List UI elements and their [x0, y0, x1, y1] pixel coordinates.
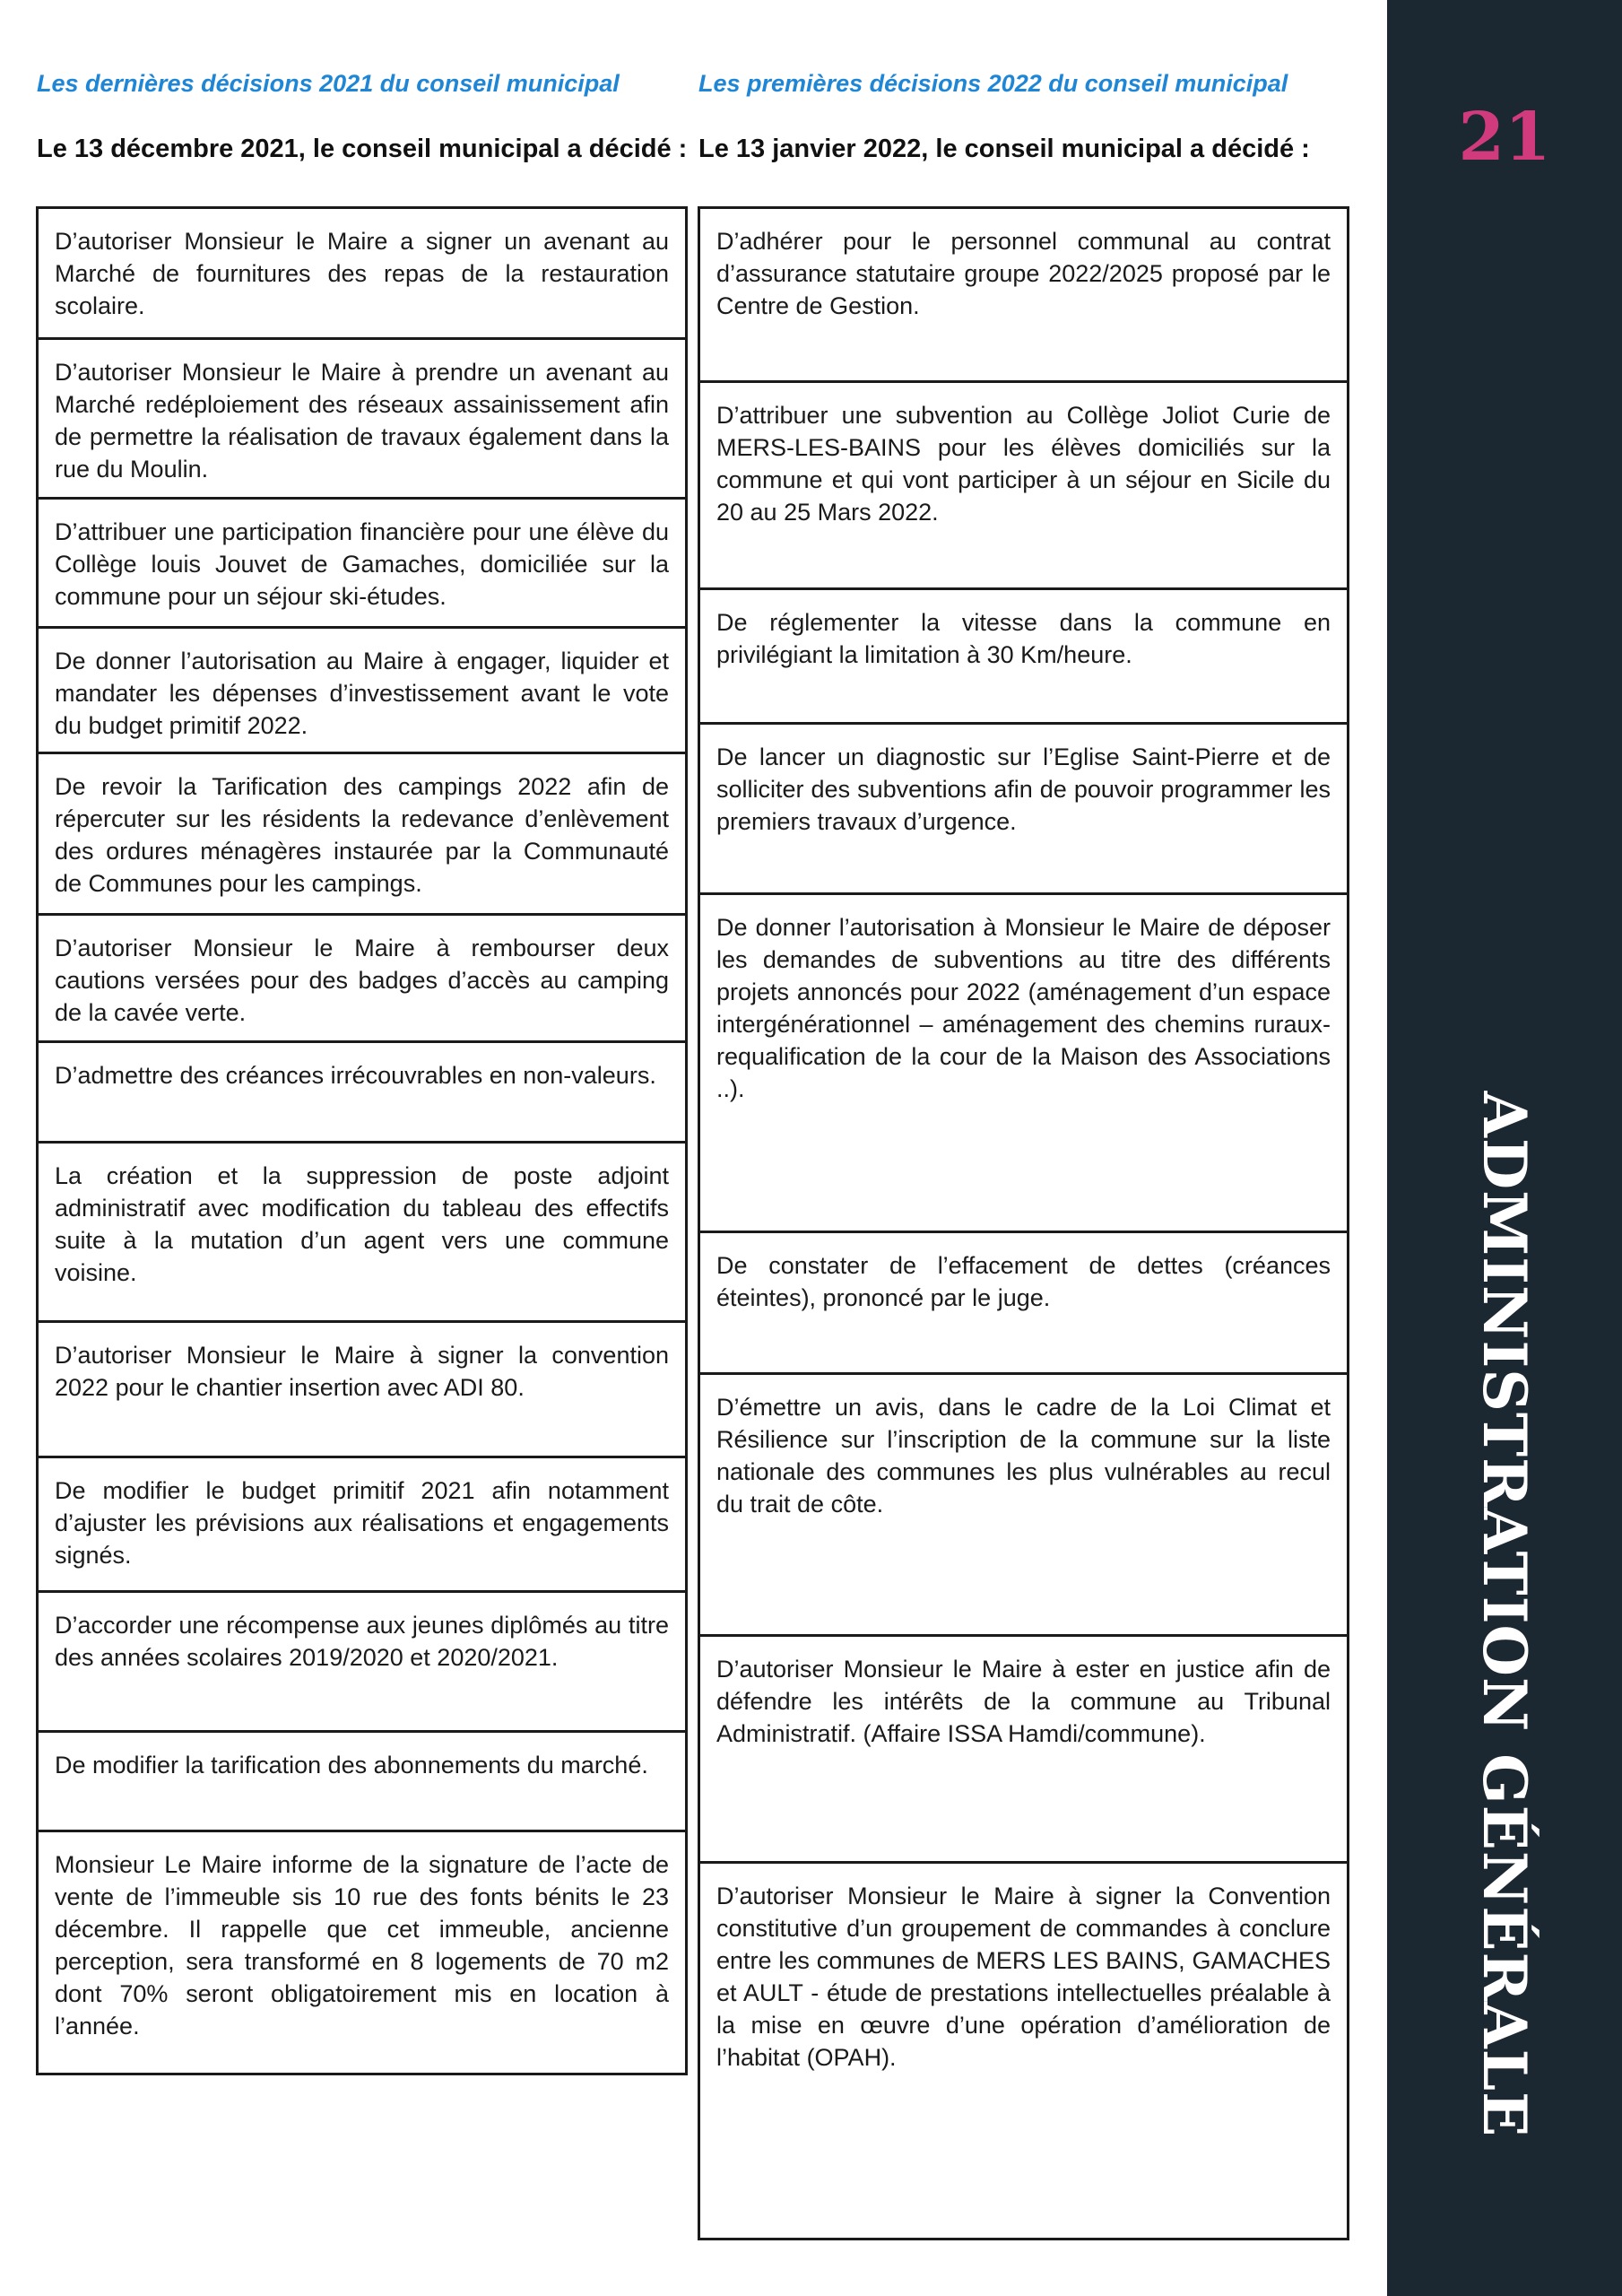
decision-item: D’émettre un avis, dans le cadre de la Loi Climat et Résilience sur l’inscription de la commune sur la liste nationale des communes les plus vulnérables au recul du trait de côte.: [700, 1372, 1347, 1634]
decision-item: D’autoriser Monsieur le Maire à signer la convention 2022 pour le chantier insertion avec ADI 80.: [39, 1320, 685, 1456]
decision-item: D’adhérer pour le personnel communal au contrat d’assurance statutaire groupe 2022/2025 proposé par le Centre de Gestion.: [716, 228, 1331, 319]
decision-item: De donner l’autorisation au Maire à engager, liquider et mandater les dépenses d’investissement avant le vote du budget primitif 2022.: [39, 626, 685, 752]
decision-item: De constater de l’effacement de dettes (créances éteintes), prononcé par le juge.: [700, 1231, 1347, 1372]
decision-item: De modifier la tarification des abonnements du marché.: [39, 1730, 685, 1830]
page-number: 21: [1458, 99, 1551, 176]
left-decisions-box: [36, 206, 688, 2075]
decision-item: D’attribuer une subvention au Collège Joliot Curie de MERS-LES-BAINS pour les élèves domiciliés sur la commune et qui vont participer à un séjour en Sicile du 20 au 25 Mars 2022.: [700, 380, 1347, 587]
decision-item: D’autoriser Monsieur le Maire à ester en justice afin de défendre les intérêts de la commune au Tribunal Administratif. (Affaire ISSA Hamdi/commune).: [700, 1634, 1347, 1861]
right-column-subtitle: Le 13 janvier 2022, le conseil municipal a décidé :: [698, 135, 1310, 163]
decision-item: D’attribuer une participation financière pour une élève du Collège louis Jouvet de Gamaches, domiciliée sur la commune pour un séjour ski-études.: [39, 497, 685, 626]
decision-item: Monsieur Le Maire informe de la signature de l’acte de vente de l’immeuble sis 10 rue des fonts bénits le 23 décembre. Il rappelle que cet immeuble, ancienne perception, sera transformé en 8 logements de 70 m2 dont 70% seront obligatoirement mis en location à l’année.: [39, 1830, 685, 2073]
section-sidebar: [1387, 0, 1622, 2296]
decision-item: De donner l’autorisation à Monsieur le Maire de déposer les demandes de subventions au titre des différents projets annoncés pour 2022 (aménagement d’un espace intergénérationnel – aménagement des chemins ruraux- requalification de la cour de la Maison des Associations ..).: [700, 892, 1347, 1231]
left-column-subtitle: Le 13 décembre 2021, le conseil municipal a décidé :: [37, 135, 688, 163]
left-column-title: Les dernières décisions 2021 du conseil municipal: [37, 70, 620, 97]
decision-item: De revoir la Tarification des campings 2022 afin de répercuter sur les résidents la redevance d’enlèvement des ordures ménagères instaurée par la Communauté de Communes pour les campings.: [39, 752, 685, 913]
decision-item: D’admettre des créances irrécouvrables en non-valeurs.: [39, 1040, 685, 1141]
decision-item: La création et la suppression de poste adjoint administratif avec modification du tableau des effectifs suite à la mutation d’un agent vers une commune voisine.: [39, 1141, 685, 1320]
decision-item: D’autoriser Monsieur le Maire a signer un avenant au Marché de fournitures des repas de la restauration scolaire.: [55, 228, 669, 319]
decision-item: D’autoriser Monsieur le Maire à prendre un avenant au Marché redéploiement des réseaux assainissement afin de permettre la réalisation de travaux également dans la rue du Moulin.: [39, 337, 685, 497]
right-column-title: Les premières décisions 2022 du conseil municipal: [698, 70, 1288, 97]
decision-item: D’autoriser Monsieur le Maire à rembourser deux cautions versées pour des badges d’accès au camping de la cavée verte.: [39, 913, 685, 1040]
section-title: ADMINISTRATION GÉNÉRALE: [1470, 1091, 1540, 2138]
decision-item: De réglementer la vitesse dans la commune en privilégiant la limitation à 30 Km/heure.: [700, 587, 1347, 722]
decision-item: D’autoriser Monsieur le Maire à signer la Convention constitutive d’un groupement de commandes à conclure entre les communes de MERS LES BAINS, GAMACHES et AULT - étude de prestations intellectuelles préalable à la mise en œuvre d’une opération d’amélioration de l’habitat (OPAH).: [700, 1861, 1347, 2238]
decision-item: D’accorder une récompense aux jeunes diplômés au titre des années scolaires 2019/2020 et 2020/2021.: [39, 1590, 685, 1730]
decision-item: De lancer un diagnostic sur l’Eglise Saint-Pierre et de solliciter des subventions afin de pouvoir programmer les premiers travaux d’urgence.: [700, 722, 1347, 892]
decision-item: De modifier le budget primitif 2021 afin notamment d’ajuster les prévisions aux réalisations et engagements signés.: [39, 1456, 685, 1590]
right-decisions-box: [698, 206, 1349, 2240]
